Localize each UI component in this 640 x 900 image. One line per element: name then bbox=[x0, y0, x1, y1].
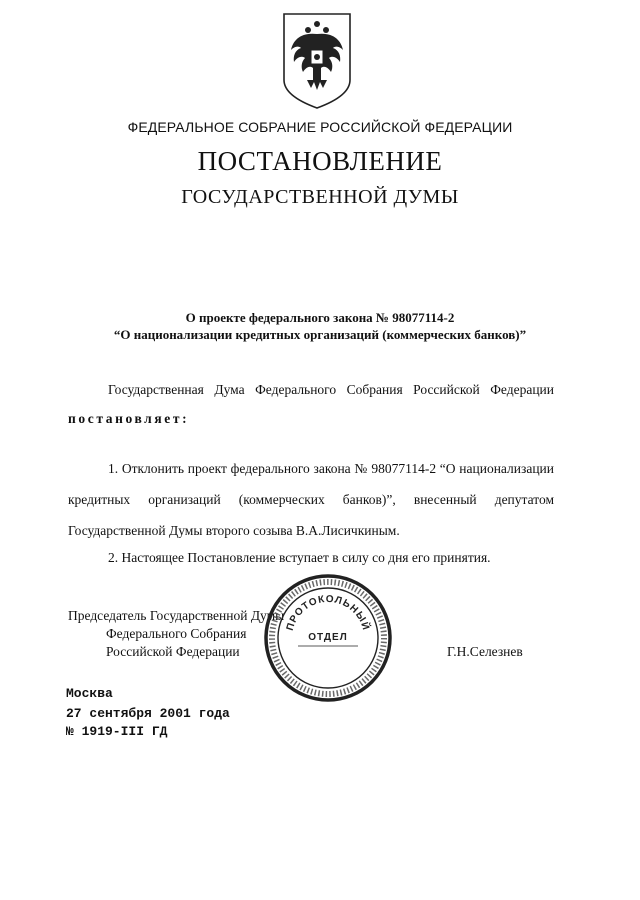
subject-block bbox=[0, 309, 640, 343]
item-1-line-1: 1. Отклонить проект федерального закона № 98077114-2 “О национализации bbox=[108, 461, 554, 476]
subject-line-2: “О национализации кредитных организаций (коммерческих банков)” bbox=[113, 327, 527, 342]
resolves-text: постановляет: bbox=[68, 411, 190, 426]
item-1-line-2: кредитных организаций (коммерческих банков)”, внесенный депутатом bbox=[68, 492, 554, 507]
footer-date: 27 сентября 2001 года bbox=[66, 706, 230, 721]
official-stamp-icon bbox=[262, 572, 394, 704]
stamp-arc-text: ПРОТОКОЛЬНЫЙ bbox=[284, 593, 372, 633]
stamp-center-text: ОТДЕЛ bbox=[308, 632, 348, 643]
item-2-text: 2. Настоящее Постановление вступает в силу со дня его принятия. bbox=[108, 550, 491, 565]
item-1-line-3: Государственной Думы второго созыва В.А.Лисичкиным. bbox=[68, 523, 400, 538]
subject-line-1: О проекте федерального закона № 98077114-2 bbox=[185, 310, 455, 325]
position-line-2: Федерального Собрания bbox=[106, 626, 247, 641]
organization-line: ФЕДЕРАЛЬНОЕ СОБРАНИЕ РОССИЙСКОЙ ФЕДЕРАЦИИ bbox=[127, 119, 513, 135]
position-line-3: Российской Федерации bbox=[106, 644, 240, 659]
footer-number: № 1919-III ГД bbox=[66, 724, 168, 739]
preamble-text: Государственная Дума Федерального Собрания Российской Федерации bbox=[108, 382, 554, 397]
signature-position bbox=[68, 607, 284, 661]
document-title: ПОСТАНОВЛЕНИЕ bbox=[197, 146, 443, 176]
signatory-name: Г.Н.Селезнев bbox=[447, 644, 523, 659]
footer-city: Москва bbox=[66, 686, 113, 701]
document-subtitle: ГОСУДАРСТВЕННОЙ ДУМЫ bbox=[181, 186, 459, 208]
position-line-1: Председатель Государственной Думы bbox=[68, 608, 285, 623]
state-emblem-icon bbox=[281, 10, 353, 110]
